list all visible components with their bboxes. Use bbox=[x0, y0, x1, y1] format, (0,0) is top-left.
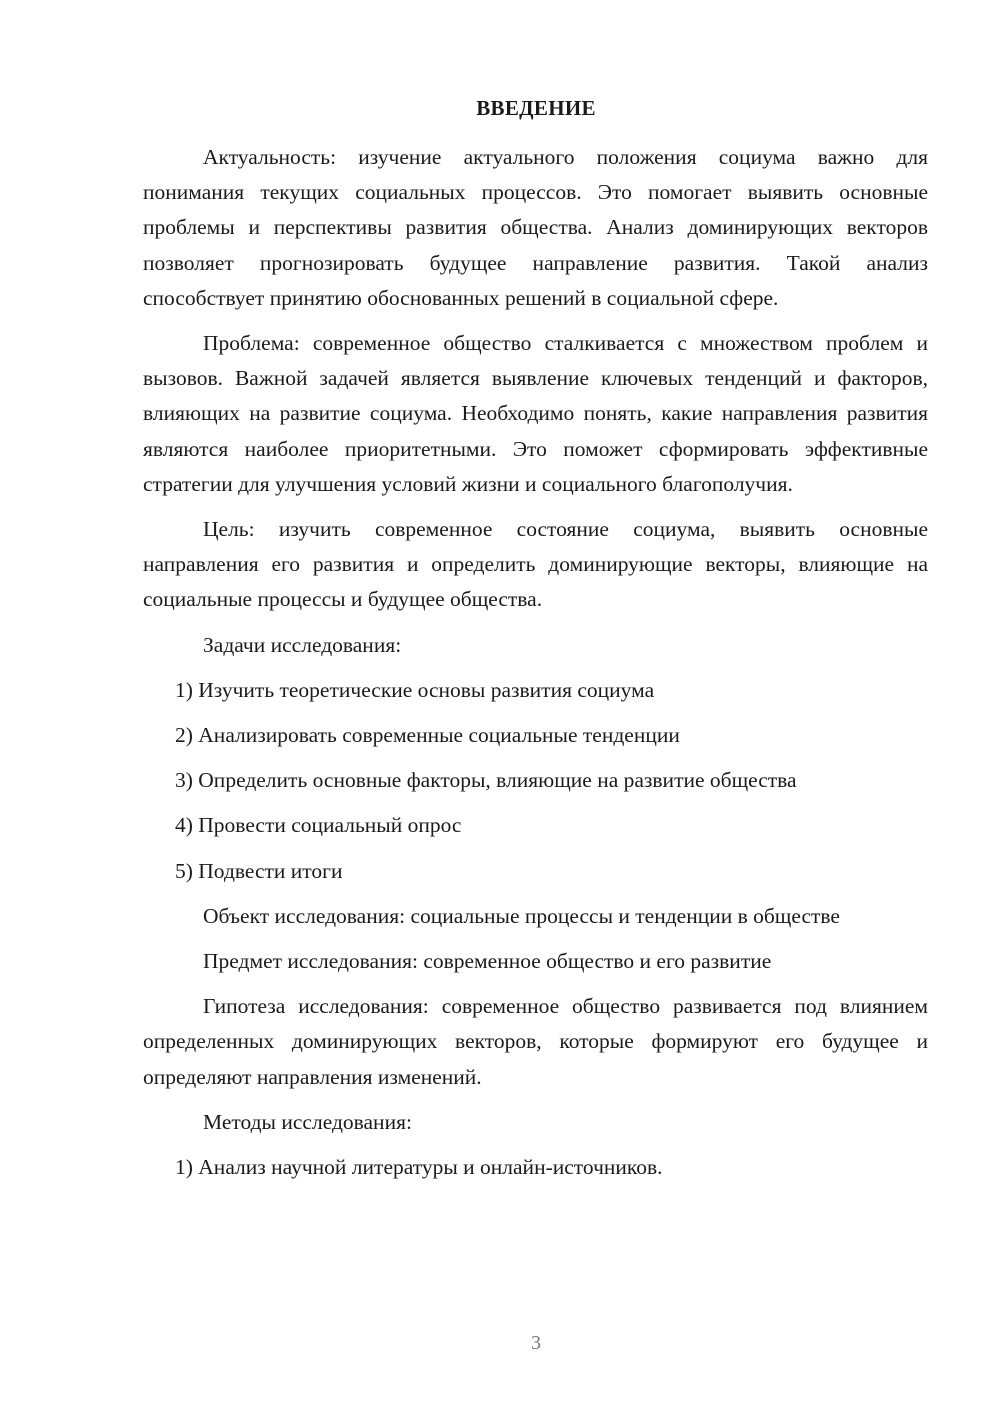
list-item: 5) Подвести итоги bbox=[175, 858, 343, 883]
paragraph-object: Объект исследования: социальные процессы и тенденции в обществе bbox=[203, 903, 840, 928]
list-item: 3) Определить основные факторы, влияющие на развитие общества bbox=[175, 768, 797, 793]
page-title: ВВЕДЕНИЕ bbox=[476, 96, 596, 120]
document-body bbox=[143, 140, 928, 1195]
page-number: 3 bbox=[531, 1332, 541, 1354]
paragraph-relevance: Актуальность: изучение актуального положения социума важно для понимания текущих социальных процессов. Это помогает выявить основные проблемы и перспективы развития общества. Анализ доминирующих векторов позволяет прогнозировать будущее направление развития. Такой анализ способствует принятию обоснованных решений в социальной сфере. bbox=[143, 145, 928, 310]
tasks-list bbox=[143, 673, 928, 889]
paragraph-subject: Предмет исследования: современное общество и его развитие bbox=[203, 949, 772, 974]
list-item: 1) Анализ научной литературы и онлайн-источников. bbox=[175, 1155, 663, 1180]
paragraph-problem: Проблема: современное общество сталкивается с множеством проблем и вызовов. Важной задачей является выявление ключевых тенденций и факторов, влияющих на развитие социума. Необходимо понять, какие направления развития являются наиболее приоритетными. Это поможет сформировать эффективные стратегии для улучшения условий жизни и социального благополучия. bbox=[143, 331, 928, 496]
methods-list bbox=[143, 1150, 928, 1185]
paragraph-goal: Цель: изучить современное состояние социума, выявить основные направления его развития и определить доминирующие векторы, влияющие на социальные процессы и будущее общества. bbox=[143, 517, 928, 612]
paragraph-hypothesis: Гипотеза исследования: современное общество развивается под влиянием определенных доминирующих векторов, которые формируют его будущее и определяют направления изменений. bbox=[143, 994, 928, 1089]
list-item: 4) Провести социальный опрос bbox=[175, 813, 462, 838]
methods-heading: Методы исследования: bbox=[203, 1109, 412, 1134]
tasks-heading: Задачи исследования: bbox=[203, 632, 402, 657]
list-item: 2) Анализировать современные социальные тенденции bbox=[175, 723, 680, 748]
list-item: 1) Изучить теоретические основы развития социума bbox=[175, 677, 655, 702]
